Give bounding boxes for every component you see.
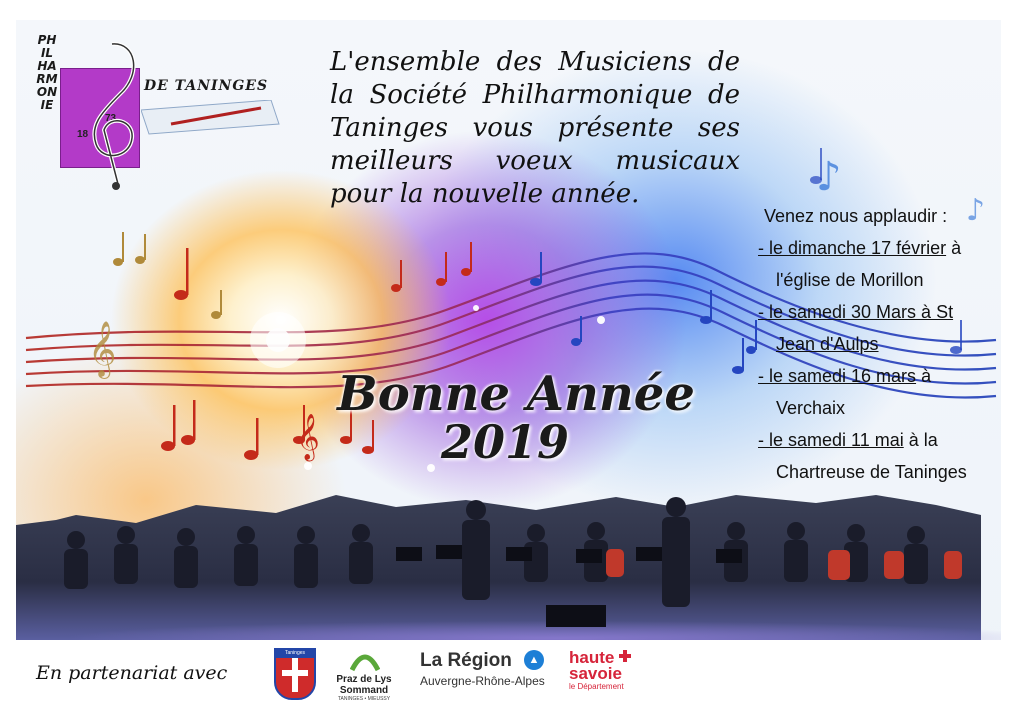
cross-icon (619, 650, 631, 662)
haute-savoie-logo (569, 650, 639, 691)
event-connector: à la (903, 430, 938, 450)
event-item (758, 424, 998, 456)
event-item (758, 360, 998, 392)
event-date: - le samedi 11 mai (758, 430, 904, 450)
praz-line2: Sommand (339, 685, 389, 696)
event-place: Verchaix (776, 398, 846, 418)
svg-text:♪: ♪ (966, 193, 986, 228)
taninges-crest-label: Taninges (276, 650, 314, 658)
logo-number-left: 18 (77, 129, 89, 140)
event-connector: à (946, 238, 962, 258)
event-item (758, 296, 998, 328)
baton-icon (141, 100, 281, 140)
event-place: Chartreuse de Taninges (776, 462, 967, 482)
event-item (758, 232, 998, 264)
intro-text: L'ensemble des Musiciens de la Société Philharmonique de Taninges vous présente ses meilleurs voeux musicaux pour la nouvelle année. (330, 47, 740, 209)
praz-de-lys-logo (334, 648, 394, 702)
event-date: - le samedi 30 Mars à St (758, 302, 954, 322)
event-place: l'église de Morillon (776, 270, 924, 290)
event-date: - le dimanche 17 février (758, 238, 947, 258)
event-connector: à (916, 366, 932, 386)
region-logo (420, 650, 545, 688)
svg-text:♪: ♪ (816, 154, 842, 200)
event-date: - le samedi 16 mars (758, 366, 917, 386)
crest-cross (282, 670, 308, 676)
praz-line3: TANINGES • MIEUSSY (337, 696, 391, 702)
events-heading: Venez nous applaudir : (764, 206, 948, 226)
orchestra-photo (16, 485, 1001, 645)
greeting-title: Bonne Année (337, 366, 695, 422)
taninges-crest-logo (274, 648, 316, 700)
praz-line1: Praz de Lys (336, 674, 392, 685)
partner-label: En partenariat avec (36, 662, 228, 684)
hs-line1: haute (569, 648, 615, 667)
hs-line2: savoie (569, 664, 622, 683)
logo-number-right: 73 (105, 113, 117, 124)
logo-vertical-text: PHILHARMONIE (36, 33, 58, 112)
greeting-card (16, 20, 1001, 703)
region-line1: La Région (420, 650, 512, 671)
region-mountain-icon: ▲ (524, 650, 544, 670)
treble-clef-icon (60, 34, 150, 194)
hs-line3: le Département (569, 682, 624, 691)
logo-title: DE TANINGES (144, 78, 269, 94)
mountain-icon (350, 648, 380, 672)
region-line2: Auvergne-Rhône-Alpes (420, 674, 545, 688)
svg-text:𝄞: 𝄞 (88, 321, 117, 377)
event-place: Jean d'Aulps (776, 334, 879, 354)
footer (16, 640, 1001, 703)
greeting-year: 2019 (441, 415, 570, 469)
events-list (758, 200, 998, 488)
svg-text:𝄞: 𝄞 (296, 414, 320, 460)
